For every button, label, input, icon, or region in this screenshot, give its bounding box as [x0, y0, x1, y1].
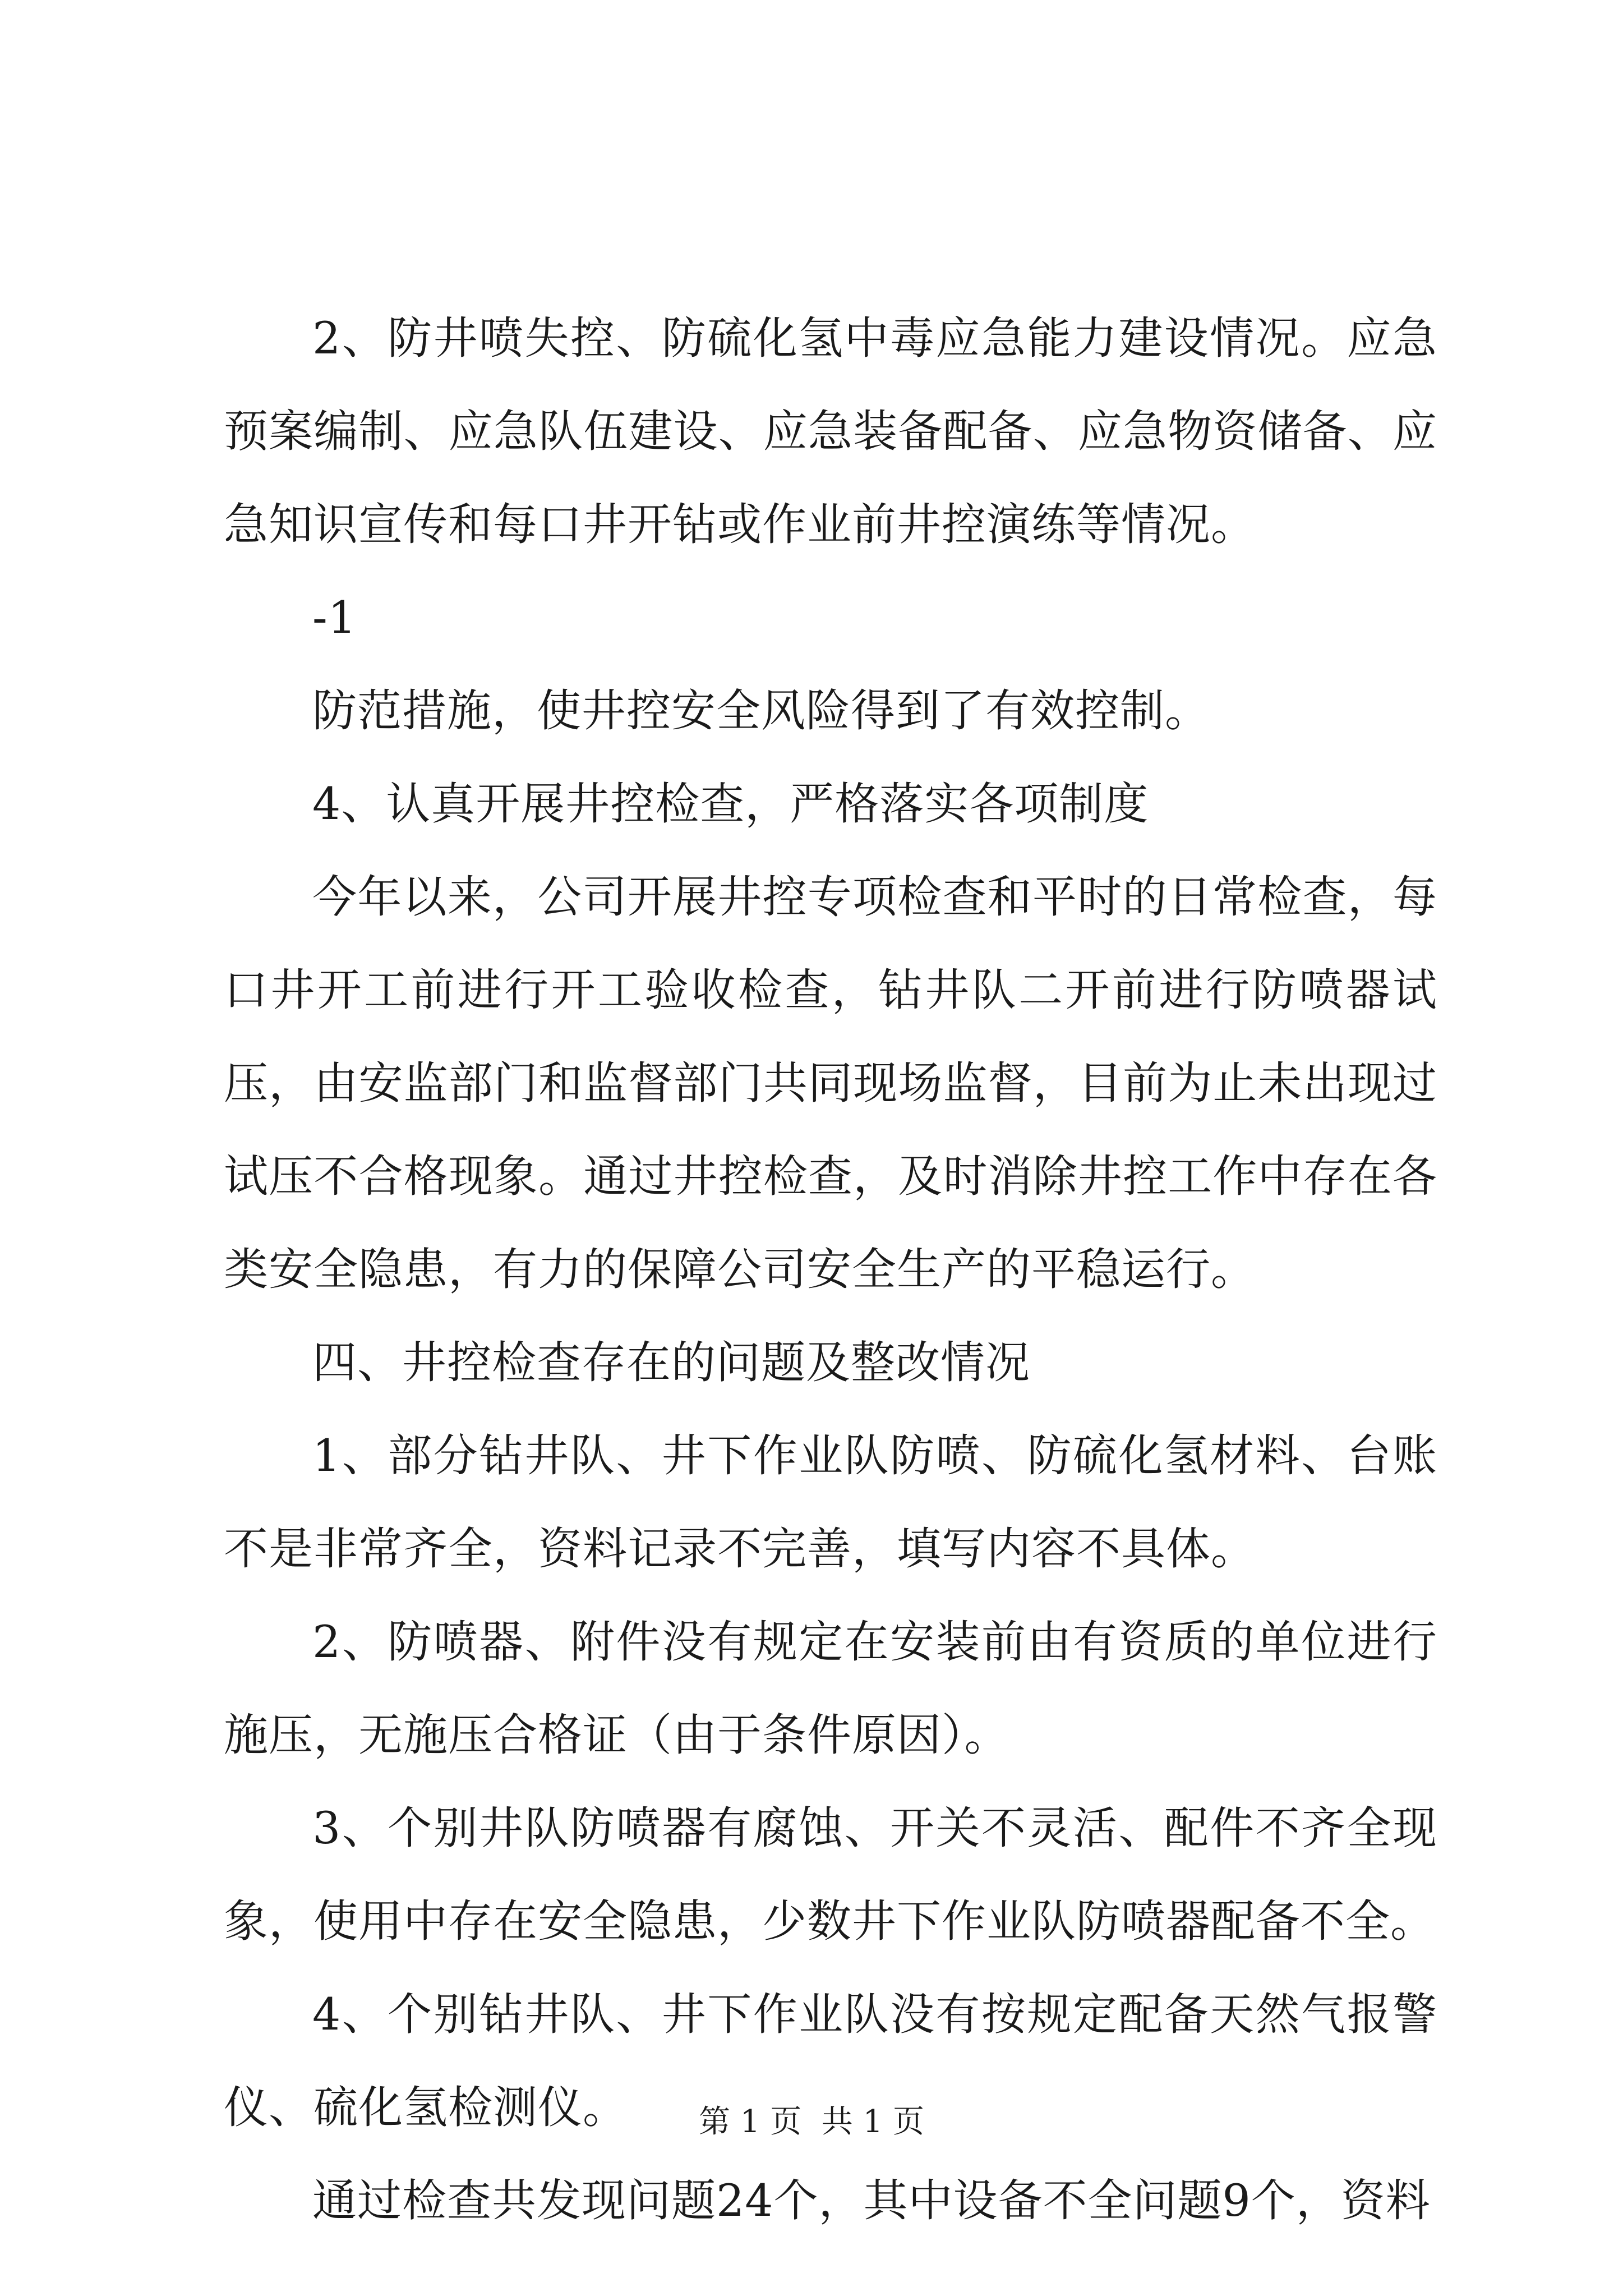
paragraph-prevention-measures: 防范措施，使井控安全风险得到了有效控制。	[312, 685, 1210, 737]
paragraph-summary: 通过检查共发现问题24个，其中设备不全问题9个，资料	[312, 2175, 1431, 2226]
paragraph-page-marker: -1	[312, 592, 357, 643]
document-body	[224, 292, 1437, 2247]
paragraph-problem-2: 2、防喷器、附件没有规定在安装前由有资质的单位进行施压，无施压合格证（由于条件原因）。	[224, 1616, 1437, 1761]
paragraph-heading-problems: 四、井控检查存在的问题及整改情况	[312, 1337, 1030, 1388]
paragraph-heading-inspection: 4、认真开展井控检查，严格落实各项制度	[312, 778, 1149, 830]
paragraph-problem-1: 1、部分钻井队、井下作业队防喷、防硫化氢材料、台账不是非常齐全，资料记录不完善，填写内容不具体。	[224, 1430, 1437, 1575]
paragraph-problem-3: 3、个别井队防喷器有腐蚀、开关不灵活、配件不齐全现象，使用中存在安全隐患，少数井下作业队防喷器配备不全。	[224, 1802, 1437, 1947]
paragraph-problem-4: 4、个别钻井队、井下作业队没有按规定配备天然气报警仪、硫化氢检测仪。	[224, 1989, 1437, 2133]
page-number-label: 第 1 页 共 1 页	[698, 2104, 925, 2140]
paragraph-inspection-details: 今年以来，公司开展井控专项检查和平时的日常检查，每口井开工前进行开工验收检查，钻井队二开前进行防喷器试压，由安监部门和监督部门共同现场监督，目前为止未出现过试压不合格现象。通过井控检查，及时消除井控工作中存在各类安全隐患，有力的保障公司安全生产的平稳运行。	[224, 871, 1437, 1295]
paragraph-emergency-capability: 2、防井喷失控、防硫化氢中毒应急能力建设情况。应急预案编制、应急队伍建设、应急装备配备、应急物资储备、应急知识宣传和每口井开钻或作业前井控演练等情况。	[224, 312, 1437, 550]
page-footer	[0, 2102, 1623, 2142]
